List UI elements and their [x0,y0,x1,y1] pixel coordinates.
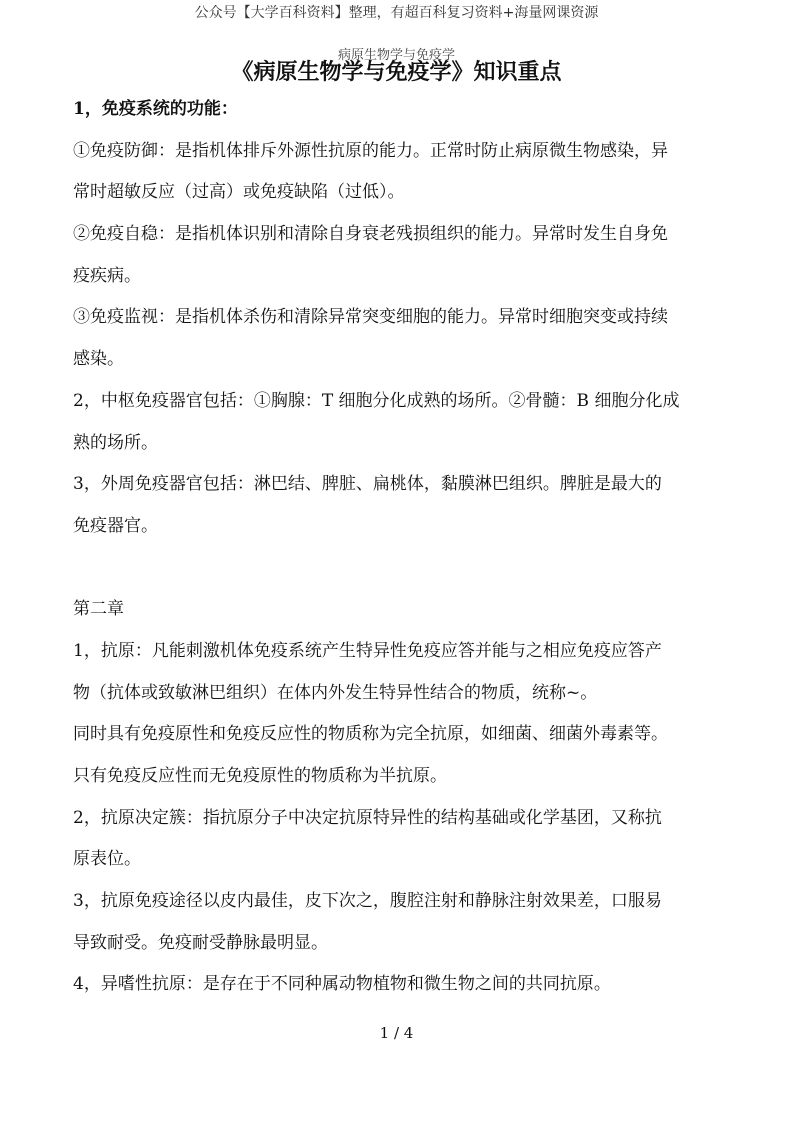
text-line: 4，异嗜性抗原：是存在于不同种属动物植物和微生物之间的共同抗原。 [73,974,611,995]
text-line: 物（抗体或致敏淋巴组织）在体内外发生特异性结合的物质，统称~。 [73,682,598,703]
chapter-heading: 第二章 [73,599,124,620]
page-number: 1 / 4 [379,1024,414,1042]
text-line: 常时超敏反应（过高）或免疫缺陷（过低）。 [73,182,405,203]
section-1-lines [73,131,733,548]
text-line: 只有免疫反应性而无免疫原性的物质称为半抗原。 [73,766,447,786]
text-line: 导致耐受。免疫耐受静脉最明显。 [73,932,328,953]
text-line: 2，抗原决定簇：指抗原分子中决定抗原特异性的结构基础或化学基团，又称抗 [73,807,662,828]
text-line: 熟的场所。 [73,432,158,453]
document-body [73,89,733,1006]
section-heading: 1，免疫系统的功能： [73,99,238,119]
running-header: 病原生物学与免疫学 [337,48,455,63]
text-line: ②免疫自稳：是指机体识别和清除自身衰老残损组织的能力。异常时发生自身免 [73,224,668,245]
text-line: 1，抗原：凡能刺激机体免疫系统产生特异性免疫应答并能与之相应免疫应答产 [73,640,662,661]
text-line: 2，中枢免疫器官包括：①胸腺：T 细胞分化成熟的场所。②骨髓：B 细胞分化成 [73,390,680,411]
text-line: 3，抗原免疫途径以皮内最佳，皮下次之，腹腔注射和静脉注射效果差，口服易 [73,891,662,912]
text-line: 疫疾病。 [73,265,141,286]
section-2-lines [73,631,733,1006]
top-banner: 公众号【大学百科资料】整理，有超百科复习资料+海量网课资源 [194,5,599,21]
text-line: 感染。 [73,349,124,370]
text-line: 免疫器官。 [73,515,158,536]
text-line: 3，外周免疫器官包括：淋巴结、脾脏、扁桃体，黏膜淋巴组织。脾脏是最大的 [73,474,662,495]
text-line: 同时具有免疫原性和免疫反应性的物质称为完全抗原，如细菌、细菌外毒素等。 [73,724,668,745]
text-line: ①免疫防御：是指机体排斥外源性抗原的能力。正常时防止病原微生物感染，异 [73,140,668,161]
text-line: ③免疫监视：是指机体杀伤和清除异常突变细胞的能力。异常时细胞突变或持续 [73,307,668,328]
text-line: 原表位。 [73,849,141,870]
page-title: 《病原生物学与免疫学》知识重点 [231,60,562,85]
blank-line [73,548,733,590]
